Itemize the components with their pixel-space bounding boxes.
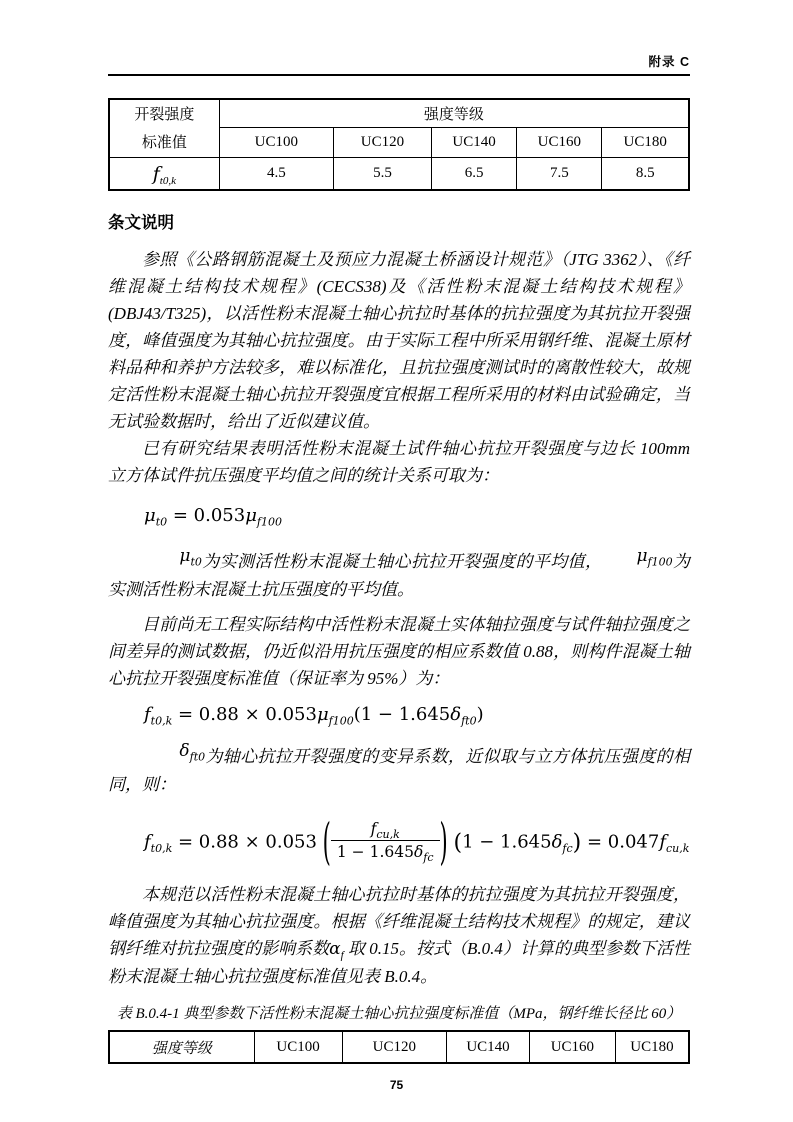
row-header-cell: 强度等级 bbox=[109, 1031, 254, 1063]
formula-mid: = 0.88 × 0.053 bbox=[172, 704, 317, 725]
close-paren: ) bbox=[439, 813, 448, 870]
column-header-cell: UC100 bbox=[219, 128, 333, 158]
paragraph-research: 已有研究结果表明活性粉末混凝土试件轴心抗拉开裂强度与边长 100mm 立方体试件抗压强度平均值之间的统计关系可取为： bbox=[108, 439, 690, 485]
inner-expr: 1 − 1.645 bbox=[462, 831, 552, 853]
table-caption: 表 B.0.4-1 典型参数下活性粉末混凝土轴心抗拉强度标准值（MPa，钢纤维长径比 60） bbox=[116, 1006, 682, 1022]
page-number: 75 bbox=[389, 1078, 404, 1092]
table-row bbox=[109, 99, 689, 128]
cracking-strength-table-wrap bbox=[108, 98, 690, 191]
alpha-symbol: α bbox=[329, 939, 341, 959]
delta-symbol: δ bbox=[413, 843, 424, 861]
formula-mid: (1 − 1.645 bbox=[353, 704, 451, 725]
delta-sub: ft0 bbox=[189, 750, 206, 764]
fraction-numerator bbox=[331, 820, 440, 840]
delta-definition-text: 为轴心抗拉开裂强度的变异系数，近似取与立方体抗压强度的相同，则： bbox=[108, 747, 690, 794]
corner-header-cell bbox=[109, 99, 219, 158]
paragraph-code-provision bbox=[108, 881, 690, 990]
paragraph-coefficient: 目前尚无工程实际结构中活性粉末混凝土实体轴拉强度与试件轴拉强度之间差异的测试数据，仍近似沿用抗压强度的相应系数值 0.88，则构件混凝土轴心抗拉开裂强度标准值（保证率为 95%）为： bbox=[108, 615, 690, 688]
f-sub: cu,k bbox=[665, 842, 690, 856]
delta-symbol: δ bbox=[551, 831, 563, 853]
table-row bbox=[109, 158, 689, 191]
open-paren: ( bbox=[322, 813, 331, 870]
formula-mid: = 0.88 × 0.053 bbox=[172, 831, 317, 853]
formula-mid: = 0.053 bbox=[167, 505, 246, 526]
f-sub: t0,k bbox=[150, 842, 173, 856]
formula-mid: = 0.047 bbox=[581, 831, 660, 853]
column-header-cell: UC160 bbox=[529, 1031, 615, 1063]
code-provision-text2: 取 0.15。按式（B.0.4）计算的典型参数下活性粉末混凝土轴心抗拉强度标准值见表 B.0.4。 bbox=[108, 939, 691, 986]
value-cell: 4.5 bbox=[219, 158, 333, 191]
mu-definition-text2: 为实测活性粉末混凝土抗压强度的平均值。 bbox=[108, 552, 691, 599]
fraction bbox=[331, 820, 440, 865]
column-header-cell: UC120 bbox=[333, 128, 431, 158]
mu-symbol: μ bbox=[179, 546, 191, 566]
delta-symbol: δ bbox=[179, 741, 190, 761]
group-header-cell: 强度等级 bbox=[219, 99, 689, 128]
alpha-sub: f bbox=[340, 949, 344, 962]
formula-mu-relation bbox=[108, 505, 690, 529]
mu-sub: f100 bbox=[328, 714, 354, 728]
f-symbol: f bbox=[144, 831, 151, 853]
mu-symbol: μ bbox=[316, 704, 329, 725]
f-sub: t0,k bbox=[150, 714, 173, 728]
delta-sub: fc bbox=[562, 842, 573, 856]
mu-sub: f100 bbox=[256, 515, 282, 529]
row-symbol-cell bbox=[109, 158, 219, 191]
mu-definition-text1: 为实测活性粉末混凝土轴心抗拉开裂强度的平均值， bbox=[201, 552, 603, 571]
cracking-strength-table bbox=[108, 98, 690, 191]
column-header-cell: UC120 bbox=[342, 1031, 446, 1063]
mu-sub: f100 bbox=[647, 555, 673, 569]
formula-ft0k-expanded bbox=[108, 813, 690, 870]
delta-sub: ft0 bbox=[461, 714, 477, 728]
f-symbol: f bbox=[152, 162, 160, 185]
page-header bbox=[108, 52, 690, 76]
fraction-denominator bbox=[331, 840, 440, 865]
mu-symbol: μ bbox=[245, 505, 257, 526]
table-row bbox=[109, 1031, 689, 1063]
paragraph-reference: 参照《公路钢筋混凝土及预应力混凝土桥涵设计规范》（JTG 3362）、《纤维混凝土结构技术规程》(CECS38)及《活性粉末混凝土结构技术规程》(DBJ43/T325)，以活性粉末混凝土轴心抗拉时基体的抗拉强度为其抗拉开裂强度，峰值强度为其轴心抗拉强度。由于实际工程中所采用钢纤维、混凝土原材料品种和养护方法较多，难以标准化，且抗拉强度测试时的离散性较大，故规定活性粉末混凝土轴心抗拉开裂强度宜根据工程所采用的材料由试验确定，当无试验数据时，给出了近似建议值。 bbox=[108, 250, 690, 431]
f-sub: cu,k bbox=[376, 828, 400, 842]
value-cell: 8.5 bbox=[602, 158, 689, 191]
mu-symbol: μ bbox=[636, 546, 648, 566]
value-cell: 7.5 bbox=[517, 158, 602, 191]
open-paren: ( bbox=[453, 830, 463, 856]
column-header-cell: UC180 bbox=[615, 1031, 689, 1063]
paragraph-mu-definition bbox=[108, 548, 690, 603]
mu-sub: t0 bbox=[190, 555, 202, 569]
formula-ft0k bbox=[108, 704, 690, 728]
formula-close: ) bbox=[476, 704, 484, 725]
paragraph-delta-definition bbox=[108, 743, 690, 798]
column-header-cell: UC180 bbox=[602, 128, 689, 158]
f-symbol: f bbox=[370, 820, 377, 838]
column-header-cell: UC140 bbox=[447, 1031, 530, 1063]
corner-line1: 开裂强度 bbox=[134, 106, 195, 123]
delta-sub: fc bbox=[423, 851, 434, 865]
appendix-label: 附录 C bbox=[648, 55, 690, 69]
delta-symbol: δ bbox=[450, 704, 462, 725]
corner-line2: 标准值 bbox=[141, 134, 187, 151]
column-header-cell: UC140 bbox=[431, 128, 516, 158]
f-symbol: f bbox=[659, 831, 666, 853]
column-header-cell: UC100 bbox=[254, 1031, 342, 1063]
section-title: 条文说明 bbox=[108, 214, 174, 232]
value-cell: 6.5 bbox=[431, 158, 516, 191]
f-symbol: f bbox=[144, 704, 151, 725]
mu-symbol: μ bbox=[144, 505, 156, 526]
mu-sub: t0 bbox=[155, 515, 168, 529]
value-cell: 5.5 bbox=[333, 158, 431, 191]
tensile-strength-table-wrap bbox=[108, 1030, 690, 1064]
f-symbol-sub: t0,k bbox=[159, 174, 176, 187]
tensile-strength-table bbox=[108, 1030, 690, 1064]
code-provision-text1: 本规范以活性粉末混凝土轴心抗拉时基体的抗拉强度为其抗拉开裂强度，峰值强度为其轴心抗拉强度。根据《纤维混凝土结构技术规程》的规定，建议钢纤维对抗拉强度的影响系数 bbox=[108, 885, 690, 958]
column-header-cell: UC160 bbox=[517, 128, 602, 158]
den-text: 1 − 1.645 bbox=[336, 843, 414, 861]
close-paren: ) bbox=[572, 830, 582, 856]
